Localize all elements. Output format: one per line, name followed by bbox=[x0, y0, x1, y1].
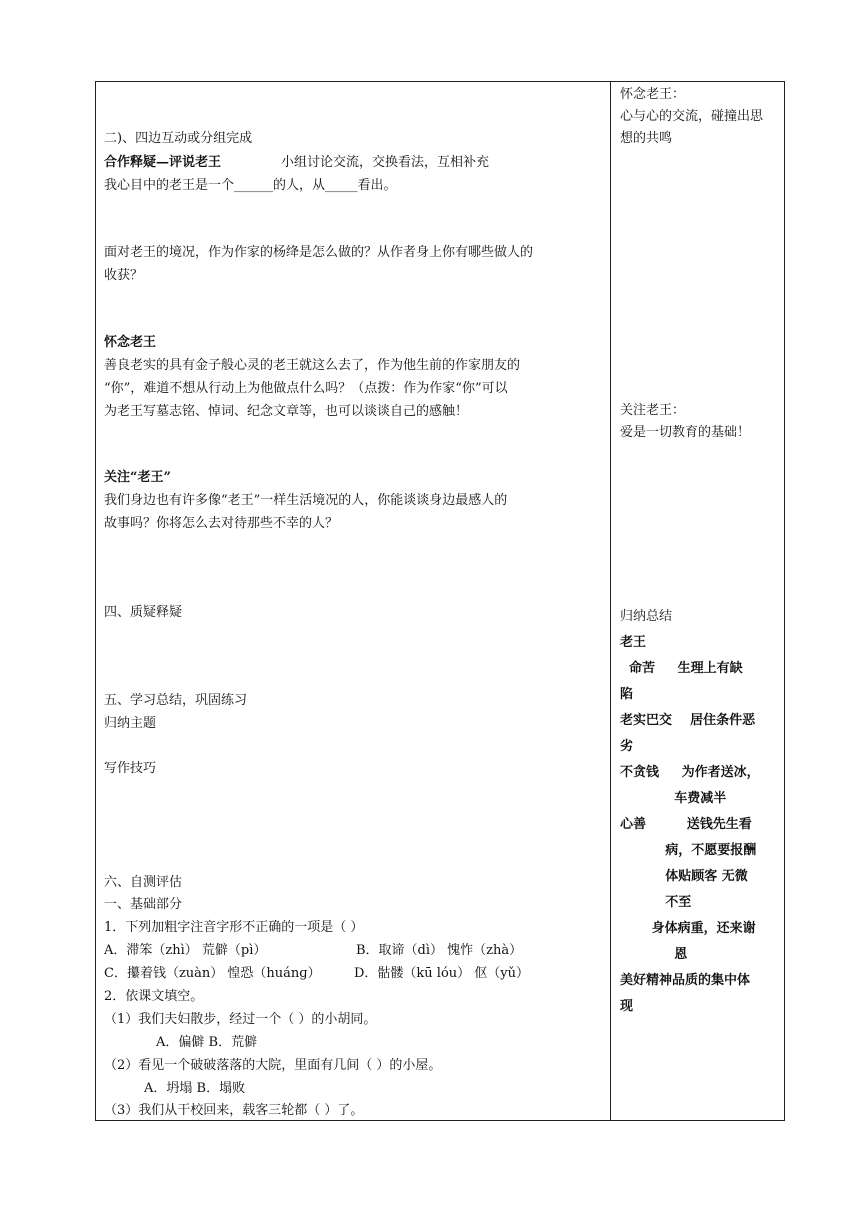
care-line-1: 我们身边也有许多像“老王”一样生活境况的人，你能谈谈身边最感人的 bbox=[104, 493, 508, 508]
coop-title: 合作释疑—评说老王 bbox=[104, 155, 222, 170]
summary-line: 老实巴交 居住条件恶 bbox=[620, 713, 756, 728]
summary-line: 美好精神品质的集中体 bbox=[620, 973, 751, 988]
summary-line: 身体病重，还来谢 bbox=[620, 921, 756, 936]
summary-line: 体贴顾客 无微 bbox=[620, 869, 748, 884]
q2-item-1: （1）我们夫妇散步，经过一个（ ）的小胡同。 bbox=[104, 1012, 377, 1027]
q2-item-1-options: A．偏僻 B．荒僻 bbox=[156, 1035, 258, 1050]
summary-title: 归纳总结 bbox=[620, 609, 673, 624]
note-care-line-1: 爱是一切教育的基础！ bbox=[620, 425, 751, 440]
coop-note: 小组讨论交流，交换看法，互相补充 bbox=[281, 155, 490, 170]
summary-line: 车费减半 bbox=[620, 791, 727, 806]
basic-part: 一、基础部分 bbox=[104, 897, 183, 912]
column-divider bbox=[610, 82, 611, 1120]
summary-line: 劣 bbox=[620, 739, 634, 754]
q2-item-3: （3）我们从干校回来，载客三轮都（ ）了。 bbox=[104, 1103, 364, 1118]
miss-title: 怀念老王 bbox=[104, 335, 157, 350]
miss-line-2: “你”，难道不想从行动上为他做点什么吗？（点拨：作为作家“你”可以 bbox=[104, 381, 508, 396]
miss-line-1: 善良老实的具有金子般心灵的老王就这么去了，作为他生前的作家朋友的 bbox=[104, 358, 521, 373]
question-1: 1．下列加粗字注音字形不正确的一项是（ ） bbox=[104, 920, 364, 935]
summary-line: 恩 bbox=[620, 947, 688, 962]
q2-item-2: （2）看见一个破破落落的大院，里面有几间（ ）的小屋。 bbox=[104, 1058, 442, 1073]
q1-option-d: D．骷髅（kū lóu） 伛（yǔ） bbox=[354, 966, 530, 981]
section-2-heading: 二)、四边互动或分组完成 bbox=[104, 131, 253, 146]
care-line-2: 故事吗？你将怎么去对待那些不幸的人？ bbox=[104, 516, 339, 531]
skill-label: 写作技巧 bbox=[104, 761, 157, 776]
question-2: 2．依课文填空。 bbox=[104, 989, 204, 1004]
fill-in-line: 我心目中的老王是一个______的人，从_____看出。 bbox=[104, 178, 397, 193]
lesson-table bbox=[95, 81, 785, 1121]
note-miss-line-1: 心与心的交流，碰撞出思 bbox=[620, 109, 764, 124]
q1-option-b: B．取谛（dì） 愧怍（zhà） bbox=[356, 943, 523, 958]
summary-line: 老王 bbox=[620, 635, 647, 650]
summary-line: 不至 bbox=[620, 895, 692, 910]
summary-line: 现 bbox=[620, 999, 634, 1014]
section-6: 六、自测评估 bbox=[104, 875, 183, 890]
theme-label: 归纳主题 bbox=[104, 716, 157, 731]
q2-item-2-options: A．坍塌 B．塌败 bbox=[144, 1081, 246, 1096]
q1-option-c: C．攥着钱（zuàn） 惶恐（huánɡ） bbox=[104, 966, 321, 981]
note-miss-line-2: 想的共鸣 bbox=[620, 131, 673, 146]
question-line-2: 收获？ bbox=[104, 268, 144, 283]
miss-line-3: 为老王写墓志铭、悼词、纪念文章等，也可以谈谈自己的感触！ bbox=[104, 404, 469, 419]
care-title: 关注“老王” bbox=[104, 470, 171, 485]
summary-line: 命苦 生理上有缺 bbox=[620, 661, 743, 676]
question-line-1: 面对老王的境况，作为作家的杨绛是怎么做的？从作者身上你有哪些做人的 bbox=[104, 245, 534, 260]
summary-line: 不贪钱 为作者送冰， bbox=[620, 765, 760, 780]
q1-option-a: A．滞笨（zhì） 荒僻（pì） bbox=[104, 943, 267, 958]
section-5: 五、学习总结，巩固练习 bbox=[104, 693, 248, 708]
note-miss-title: 怀念老王： bbox=[620, 87, 686, 102]
summary-line: 陷 bbox=[620, 687, 634, 702]
note-care-title: 关注老王： bbox=[620, 403, 686, 418]
summary-line: 病，不愿要报酬 bbox=[620, 843, 757, 858]
summary-line: 心善 送钱先生看 bbox=[620, 817, 752, 832]
section-4: 四、质疑释疑 bbox=[104, 605, 183, 620]
